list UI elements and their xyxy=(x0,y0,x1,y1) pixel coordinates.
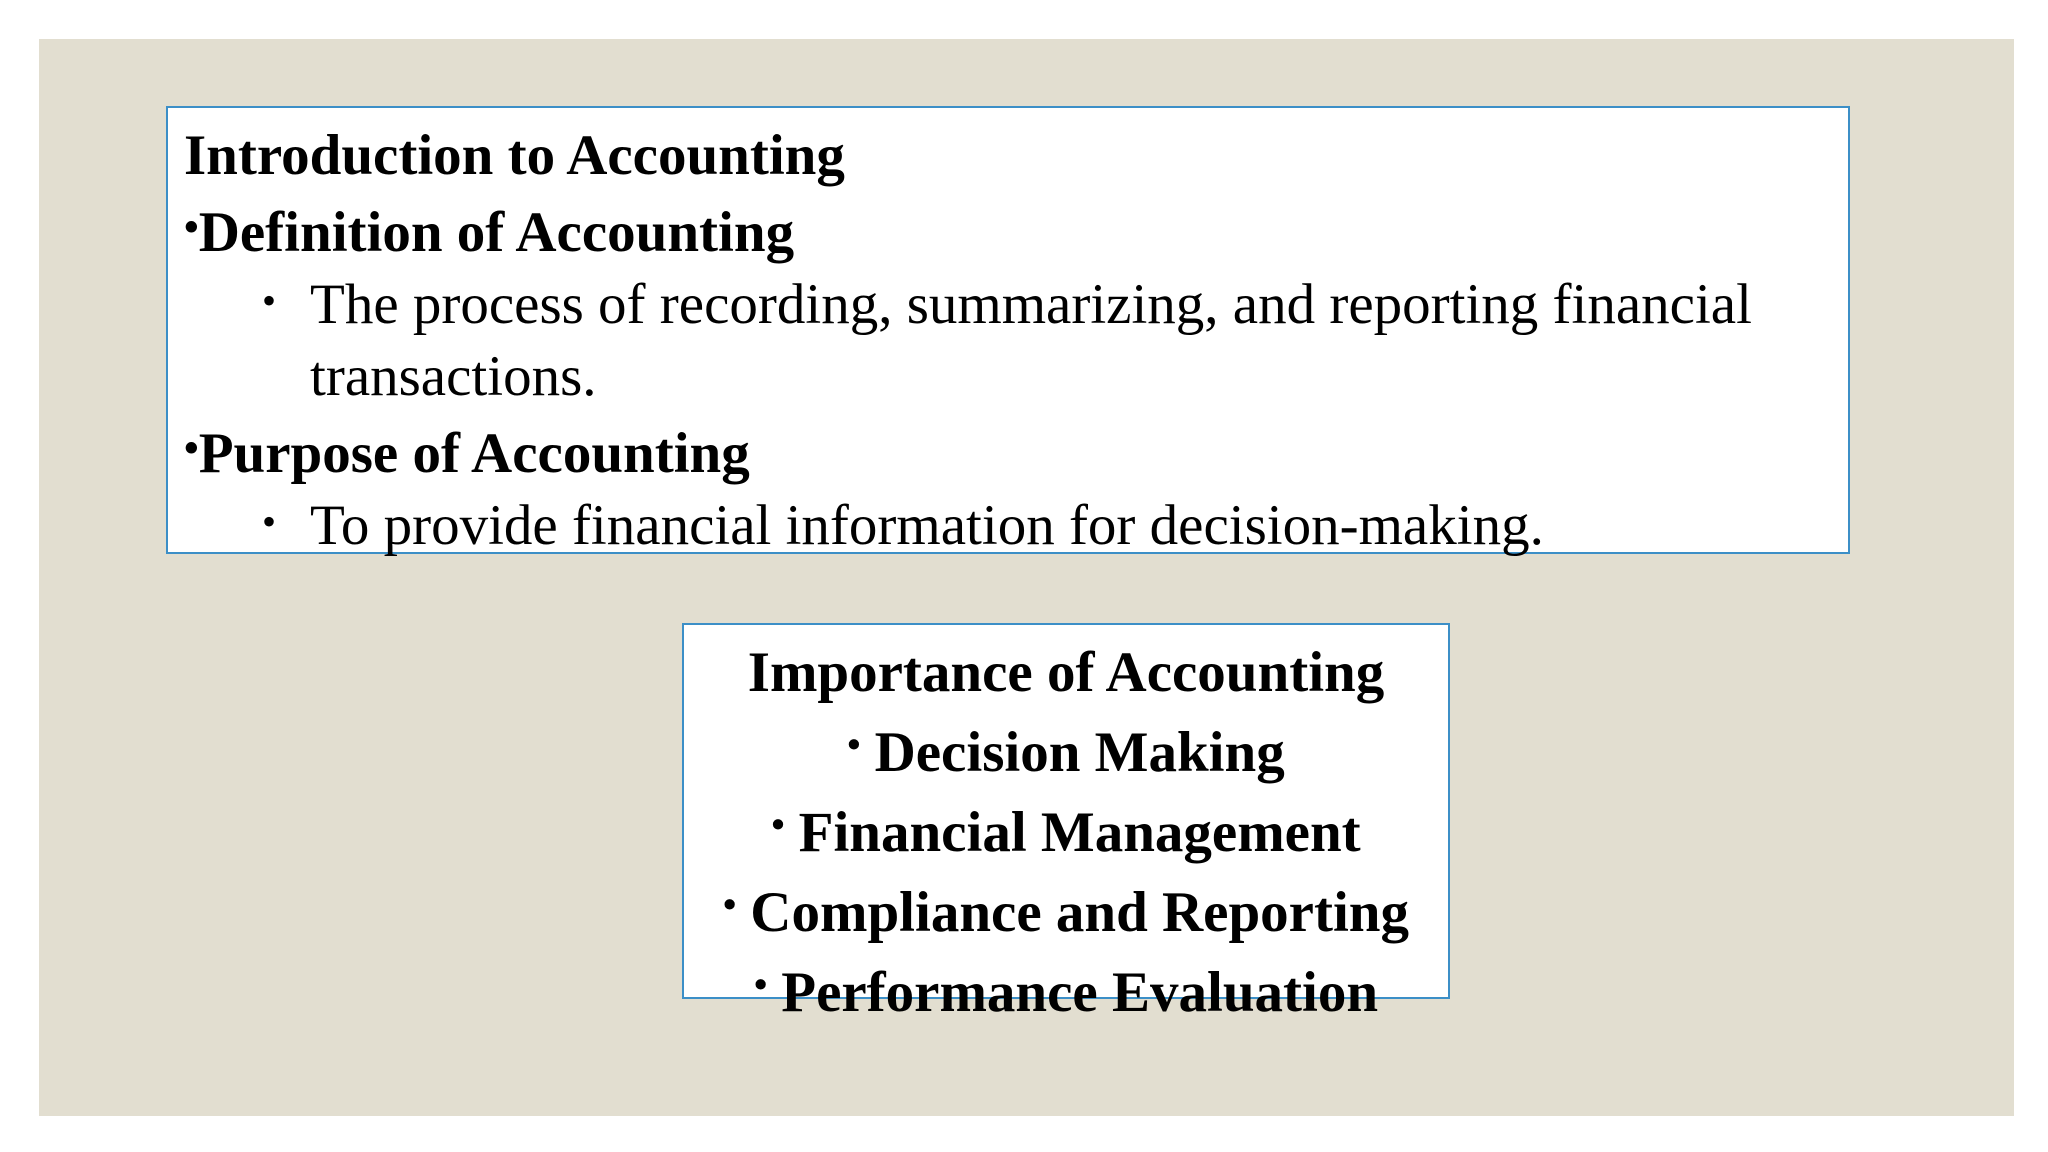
importance-item xyxy=(684,869,1448,949)
bullet-icon: • xyxy=(262,278,277,323)
introduction-text-box xyxy=(166,106,1850,557)
importance-title: Importance of Accounting xyxy=(747,641,1385,704)
importance-text-box xyxy=(682,623,1450,1024)
importance-item-label: Financial Management xyxy=(798,801,1361,864)
purpose-bullet xyxy=(184,490,1832,562)
importance-item-label: Decision Making xyxy=(874,721,1285,784)
purpose-text: To provide financial information for decision-making. xyxy=(310,494,1544,557)
bullet-icon: • xyxy=(262,499,277,544)
importance-item xyxy=(684,949,1448,1029)
bullet-icon: • xyxy=(847,724,861,766)
importance-item-label: Compliance and Reporting xyxy=(750,881,1409,944)
importance-item xyxy=(684,789,1448,869)
bullet-icon: • xyxy=(184,426,199,472)
purpose-heading-line xyxy=(184,413,1832,490)
importance-item-label: Performance Evaluation xyxy=(781,961,1379,1024)
bullet-icon: • xyxy=(753,964,768,1006)
definition-text-line-1: The process of recording, summarizing, and reporting financial xyxy=(310,273,1752,336)
definition-heading-line xyxy=(184,192,1832,269)
bullet-icon: • xyxy=(771,804,785,846)
importance-item xyxy=(684,709,1448,789)
definition-text-line-2: transactions. xyxy=(310,345,597,408)
bullet-icon: • xyxy=(722,884,737,926)
definition-bullet xyxy=(184,269,1832,341)
purpose-heading: Purpose of Accounting xyxy=(198,422,750,485)
intro-title: Introduction to Accounting xyxy=(184,124,845,187)
bullet-icon: • xyxy=(184,205,199,251)
definition-heading: Definition of Accounting xyxy=(198,201,795,264)
